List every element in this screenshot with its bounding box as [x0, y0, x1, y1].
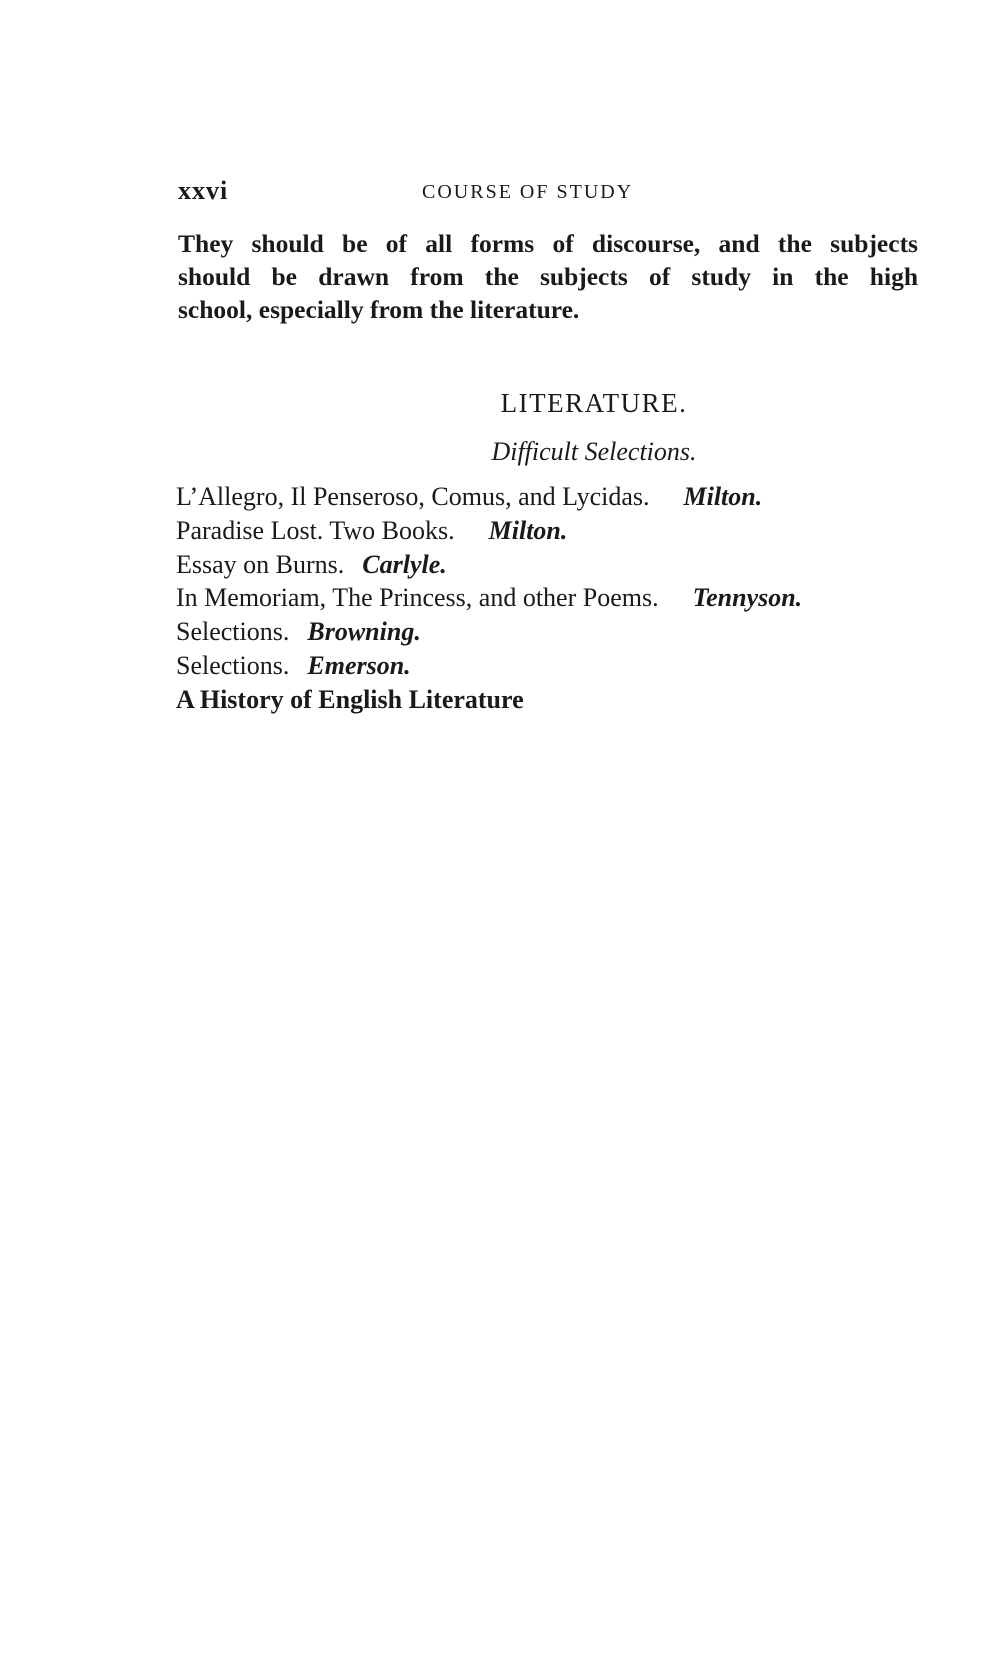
selection-author: Milton.: [683, 482, 763, 511]
list-item-final: A History of English Literature: [176, 684, 524, 714]
intro-line: school, especially from the literature.: [178, 295, 580, 324]
page-header: [178, 176, 918, 210]
list-item: [176, 548, 936, 582]
intro-line: should be drawn from the subjects of study in the high: [178, 262, 918, 291]
page-number: xxvi: [178, 176, 229, 205]
selection-title: L’Allegro, Il Penseroso, Comus, and Lycidas.: [176, 482, 650, 511]
selection-author: Emerson.: [307, 650, 411, 680]
selection-title: Selections.: [176, 650, 290, 680]
intro-paragraph: [178, 227, 918, 326]
selection-title: Paradise Lost. Two Books.: [176, 515, 455, 545]
selection-author: Carlyle.: [362, 549, 447, 579]
section-heading: LITERATURE.: [500, 388, 688, 418]
selection-list: [176, 480, 936, 717]
list-item: [176, 581, 936, 615]
selection-title: In Memoriam, The Princess, and other Poems.: [176, 583, 659, 613]
selection-author: Tennyson.: [692, 583, 803, 613]
section-subheading: Difficult Selections.: [491, 437, 697, 466]
list-item: [176, 514, 936, 548]
list-item: [176, 480, 936, 514]
running-title: COURSE OF STUDY: [422, 181, 634, 203]
selection-title: Essay on Burns.: [176, 549, 345, 579]
list-item: [176, 615, 936, 649]
intro-line: They should be of all forms of discourse, and the subjects: [178, 229, 918, 258]
selection-author: Browning.: [307, 617, 421, 647]
selection-title: Selections.: [176, 617, 290, 647]
list-item: [176, 649, 936, 683]
selection-author: Milton.: [488, 515, 568, 545]
